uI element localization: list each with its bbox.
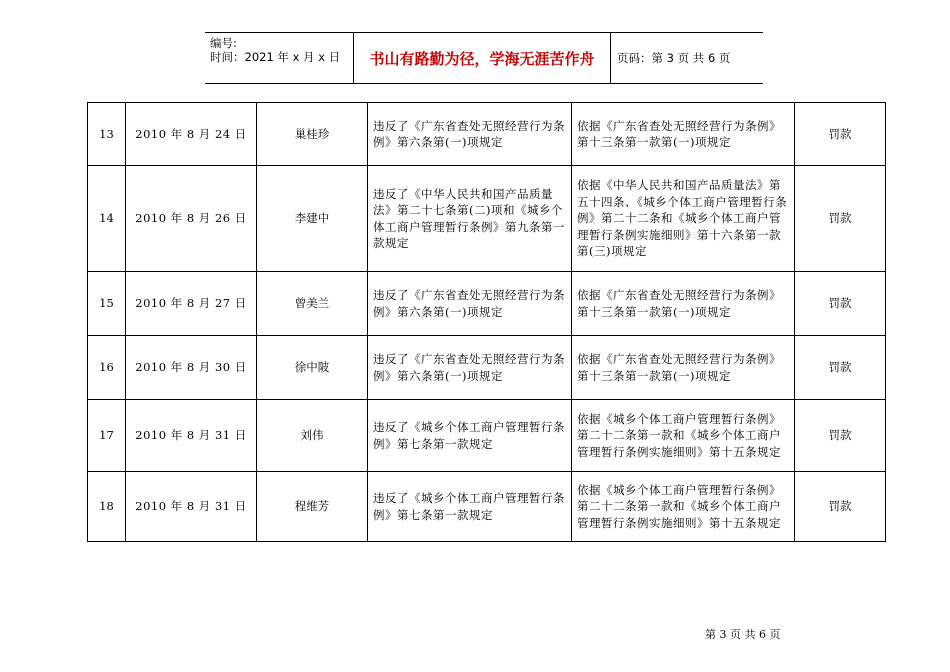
penalty-record-table bbox=[87, 102, 886, 542]
row-name: 巢桂珍 bbox=[257, 103, 368, 166]
row-name: 李建中 bbox=[257, 166, 368, 272]
row-date: 2010 年 8 月 26 日 bbox=[126, 166, 257, 272]
row-violation: 违反了《广东省查处无照经营行为条例》第六条第(一)项规定 bbox=[368, 103, 572, 166]
row-number: 15 bbox=[88, 272, 126, 336]
row-violation: 违反了《广东省查处无照经营行为条例》第六条第(一)项规定 bbox=[368, 336, 572, 400]
row-number: 14 bbox=[88, 166, 126, 272]
row-date: 2010 年 8 月 27 日 bbox=[126, 272, 257, 336]
row-penalty: 罚款 bbox=[795, 336, 886, 400]
header-motto: 书山有路勤为径，学海无涯苦作舟 bbox=[353, 33, 611, 83]
row-basis: 依据《城乡个体工商户管理暂行条例》第二十二条第一款和《城乡个体工商户管理暂行条例实施细则》第十五条规定 bbox=[572, 472, 795, 542]
row-violation: 违反了《广东省查处无照经营行为条例》第六条第(一)项规定 bbox=[368, 272, 572, 336]
row-name: 徐中陂 bbox=[257, 336, 368, 400]
row-violation: 违反了《城乡个体工商户管理暂行条例》第七条第一款规定 bbox=[368, 400, 572, 472]
row-penalty: 罚款 bbox=[795, 166, 886, 272]
page-footer: 第 3 页 共 6 页 bbox=[705, 628, 781, 641]
row-date: 2010 年 8 月 31 日 bbox=[126, 472, 257, 542]
row-number: 16 bbox=[88, 336, 126, 400]
table-row bbox=[88, 166, 886, 272]
row-penalty: 罚款 bbox=[795, 103, 886, 166]
row-violation: 违反了《城乡个体工商户管理暂行条例》第七条第一款规定 bbox=[368, 472, 572, 542]
row-penalty: 罚款 bbox=[795, 472, 886, 542]
row-basis: 依据《广东省查处无照经营行为条例》第十三条第一款第(一)项规定 bbox=[572, 272, 795, 336]
table-row bbox=[88, 400, 886, 472]
row-number: 18 bbox=[88, 472, 126, 542]
document-number-label: 编号: bbox=[210, 36, 237, 50]
row-basis: 依据《广东省查处无照经营行为条例》第十三条第一款第(一)项规定 bbox=[572, 103, 795, 166]
page-header bbox=[205, 32, 763, 84]
row-number: 13 bbox=[88, 103, 126, 166]
row-penalty: 罚款 bbox=[795, 272, 886, 336]
table-row bbox=[88, 103, 886, 166]
row-date: 2010 年 8 月 30 日 bbox=[126, 336, 257, 400]
row-name: 程维芳 bbox=[257, 472, 368, 542]
header-page-label: 页码：第 3 页 共 6 页 bbox=[617, 51, 731, 65]
row-date: 2010 年 8 月 24 日 bbox=[126, 103, 257, 166]
row-basis: 依据《城乡个体工商户管理暂行条例》第二十二条第一款和《城乡个体工商户管理暂行条例实施细则》第十五条规定 bbox=[572, 400, 795, 472]
table-row bbox=[88, 472, 886, 542]
row-number: 17 bbox=[88, 400, 126, 472]
header-meta bbox=[205, 33, 353, 83]
row-date: 2010 年 8 月 31 日 bbox=[126, 400, 257, 472]
row-name: 曾美兰 bbox=[257, 272, 368, 336]
table-row bbox=[88, 336, 886, 400]
document-time-label: 时间：2021 年 x 月 x 日 bbox=[210, 50, 341, 64]
row-basis: 依据《中华人民共和国产品质量法》第五十四条、《城乡个体工商户管理暂行条例》第二十二条和《城乡个体工商户管理暂行条例实施细则》第十六条第一款第(三)项规定 bbox=[572, 166, 795, 272]
table-row bbox=[88, 272, 886, 336]
row-name: 刘伟 bbox=[257, 400, 368, 472]
row-basis: 依据《广东省查处无照经营行为条例》第十三条第一款第(一)项规定 bbox=[572, 336, 795, 400]
row-violation: 违反了《中华人民共和国产品质量法》第二十七条第(二)项和《城乡个体工商户管理暂行条例》第九条第一款规定 bbox=[368, 166, 572, 272]
row-penalty: 罚款 bbox=[795, 400, 886, 472]
